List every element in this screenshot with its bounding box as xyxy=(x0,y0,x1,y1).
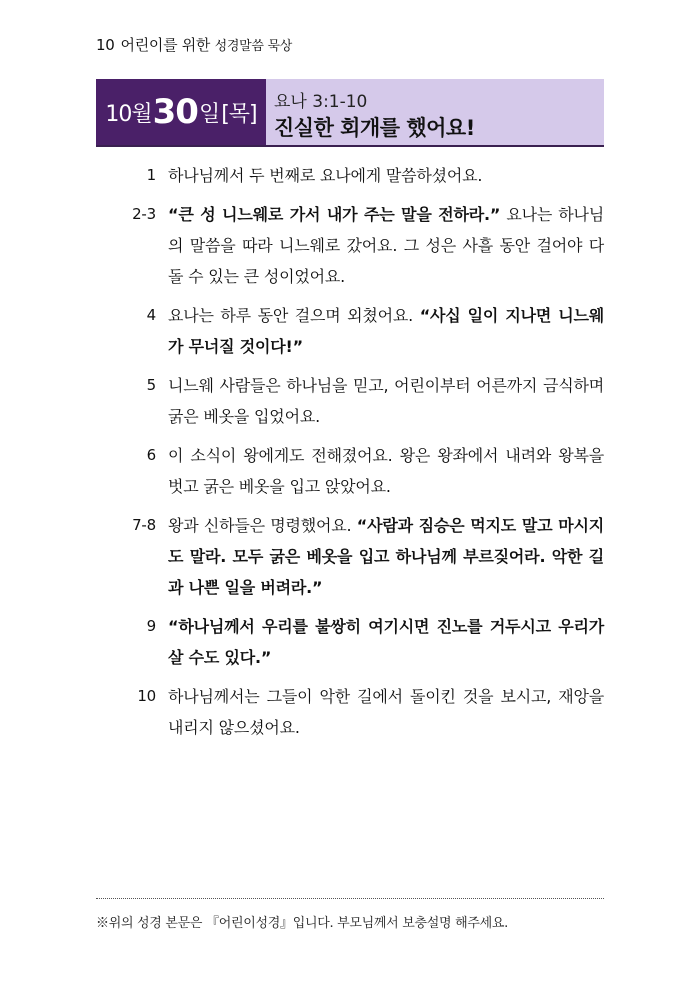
verse-number: 1 xyxy=(146,166,156,184)
month-label: 10월 xyxy=(105,101,152,127)
page-number: 10 xyxy=(96,36,115,54)
day-suffix: 일 xyxy=(198,101,220,127)
verse-5 xyxy=(96,370,604,432)
verse-text: 하나님께서는 그들이 악한 길에서 돌이킨 것을 보시고, 재앙을 내리지 않으셨어요. xyxy=(168,687,604,737)
verse-1 xyxy=(96,160,604,191)
verse-6 xyxy=(96,440,604,502)
verse-quote: “사십 일이 지나면 니느웨가 무너질 것이다!” xyxy=(168,306,604,356)
book-title: 어린이를 위한 xyxy=(120,36,211,54)
verse-2-3 xyxy=(96,199,604,292)
date-block xyxy=(96,79,266,145)
date-banner xyxy=(96,79,604,147)
verse-text: 하나님께서 두 번째로 요나에게 말씀하셨어요. xyxy=(168,166,483,185)
verse-quote: “하나님께서 우리를 불쌍히 여기시면 진노를 거두시고 우리가 살 수도 있다.” xyxy=(168,617,604,667)
verse-number: 10 xyxy=(137,687,156,705)
book-subtitle: 성경말씀 묵상 xyxy=(214,39,292,54)
footnote: ※위의 성경 본문은 『어린이성경』입니다. 부모님께서 보충설명 해주세요. xyxy=(96,916,508,931)
verse-quote: “큰 성 니느웨로 가서 내가 주는 말을 전하라.” xyxy=(168,205,501,224)
page-title: 진실한 회개를 했어요! xyxy=(274,116,475,140)
verse-number: 4 xyxy=(146,306,156,324)
verse-quote: “사람과 짐승은 먹지도 말고 마시지도 말라. 모두 굵은 베옷을 입고 하나님께 부르짖어라. 악한 길과 나쁜 일을 버려라.” xyxy=(168,516,604,597)
verse-text: 왕과 신하들은 명령했어요. xyxy=(168,516,357,535)
verse-text: 니느웨 사람들은 하나님을 믿고, 어린이부터 어른까지 금식하며 굵은 베옷을 입었어요. xyxy=(168,376,604,426)
verse-9 xyxy=(96,611,604,673)
day-number: 30 xyxy=(152,92,198,132)
running-head xyxy=(96,34,292,55)
verse-4 xyxy=(96,300,604,362)
verse-number: 7-8 xyxy=(132,516,156,534)
verse-7-8 xyxy=(96,510,604,603)
title-block xyxy=(266,79,604,145)
verse-10 xyxy=(96,681,604,743)
scripture-reference: 요나 3:1-10 xyxy=(274,92,368,112)
verse-text: 이 소식이 왕에게도 전해졌어요. 왕은 왕좌에서 내려와 왕복을 벗고 굵은 베옷을 입고 앉았어요. xyxy=(168,446,604,496)
footer-divider xyxy=(96,898,604,899)
verse-number: 6 xyxy=(146,446,156,464)
verse-text: 요나는 하나님의 말씀을 따라 니느웨로 갔어요. 그 성은 사흘 동안 걸어야 다 돌 수 있는 큰 성이었어요. xyxy=(168,205,604,286)
weekday-label: [목] xyxy=(221,101,257,127)
verse-list xyxy=(96,160,604,743)
verse-number: 2-3 xyxy=(132,205,156,223)
verse-text: 요나는 하루 동안 걸으며 외쳤어요. xyxy=(168,306,420,325)
verse-number: 9 xyxy=(146,617,156,635)
verse-number: 5 xyxy=(146,376,156,394)
